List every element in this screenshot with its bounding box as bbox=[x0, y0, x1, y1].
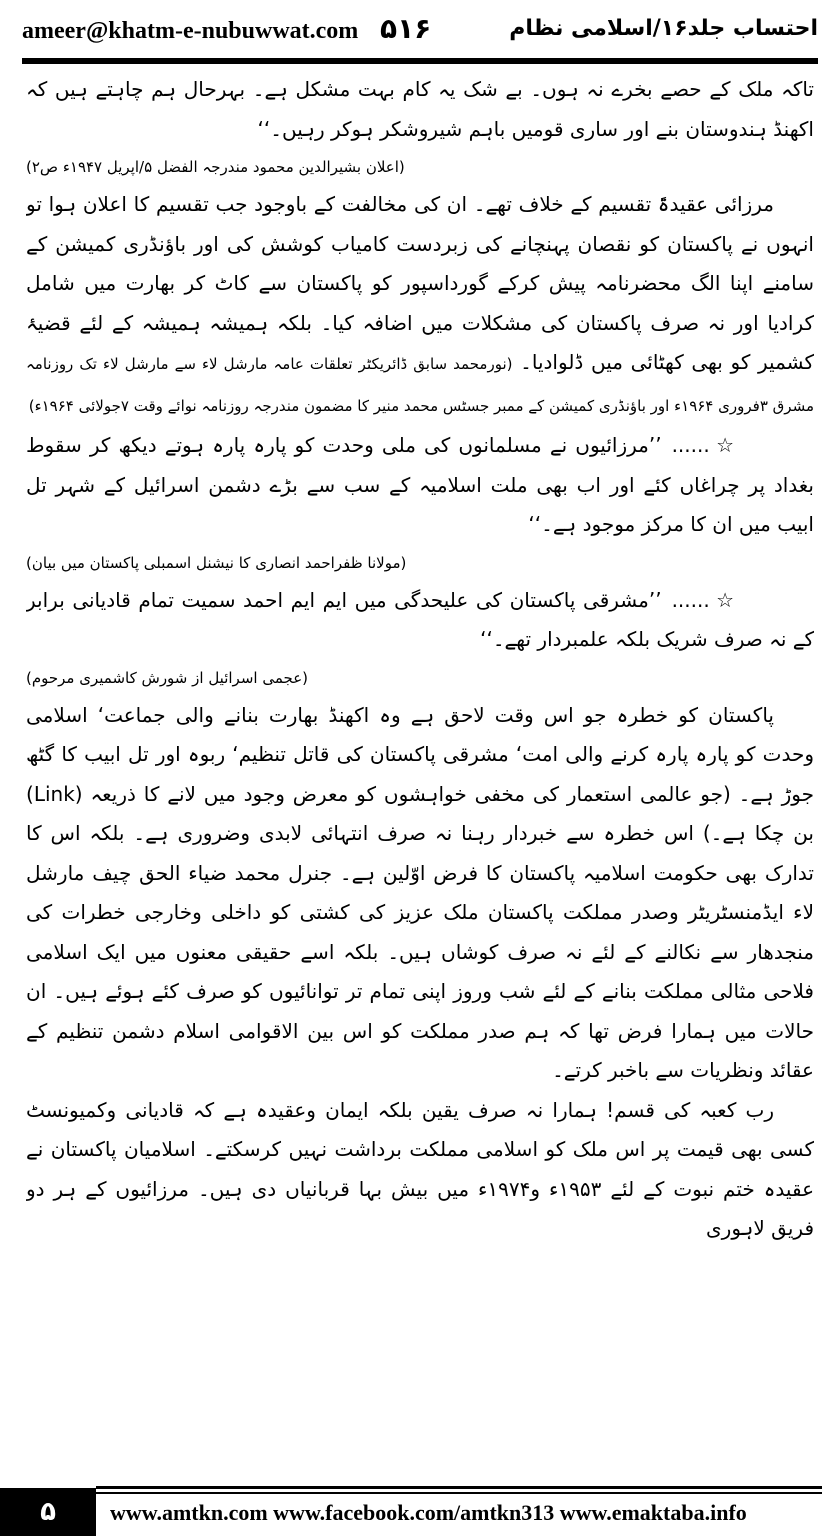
quote-1-text: ’’مرزائیوں نے مسلمانوں کی ملی وحدت کو پارہ پارہ ہوتے دیکھ کر سقوط بغداد پر چراغاں کئے اور اب بھی ملت اسلامیہ کے سب سے بڑے دشمن اسرائیل کے شہر تل ابیب میں ان کا مرکز موجود ہے۔‘‘ bbox=[26, 433, 814, 536]
quote-1 bbox=[26, 426, 814, 545]
header-email: ameer@khatm-e-nubuwwat.com bbox=[22, 18, 359, 44]
footer-rule-thin bbox=[96, 1492, 822, 1494]
footer-page-number: ۵ bbox=[0, 1488, 96, 1536]
paragraph-1: تاکہ ملک کے حصے بخرے نہ ہوں۔ بے شک یہ کام بہت مشکل ہے۔ بہرحال ہم چاہتے ہیں کہ اکھنڈ ہندوستان بنے اور ساری قومیں باہم شیروشکر ہوکر رہیں۔‘‘ bbox=[26, 77, 814, 141]
footer-links: www.amtkn.com www.facebook.com/amtkn313 www.emaktaba.info bbox=[110, 1500, 747, 1525]
page-header bbox=[0, 0, 840, 62]
paragraph-3: پاکستان کو خطرہ جو اس وقت لاحق ہے وہ اکھنڈ بھارت بنانے والی جماعت‘ اسلامی وحدت کو پارہ پارہ کرنے والی امت‘ مشرقی پاکستان کی قاتل تنظیم‘ ربوہ اور تل ابیب کا گٹھ جوڑ ہے۔ (جو عالمی استعمار کی مخفی خواہشوں کو معرض وجود میں لانے کا ذریعہ (Link) بن چکا ہے۔) اس خطرہ سے خبردار رہنا نہ صرف انتہائی لابدی وضروری ہے۔ بلکہ اس کا تدارک بھی حکومت اسلامیہ پاکستان کا فرض اوّلین ہے۔ جنرل محمد ضیاء الحق چیف مارشل لاء ایڈمنسٹریٹر وصدر مملکت پاکستان ملک عزیز کی کشتی کو داخلی وخارجی خطرات کی منجدھار سے نکالنے کے لئے نہ صرف کوشاں ہیں۔ بلکہ اسے حقیقی معنوں میں ایک اسلامی فلاحی مثالی مملکت بنانے کے لئے شب وروز اپنی تمام تر توانائیوں کو صرف کئے ہوئے ہیں۔ ان حالات میں ہمارا فرض تھا کہ ہم صدر مملکت کو اس بین الاقوامی اسلام دشمن تنظیم کے عقائد ونظریات سے باخبر کرتے۔ bbox=[26, 702, 814, 1082]
page-body bbox=[26, 70, 814, 1456]
header-page-number: ۵۱۶ bbox=[380, 12, 432, 45]
quote-2 bbox=[26, 581, 814, 660]
quote-2-reference: (عجمی اسرائیل از شورش کاشمیری مرحوم) bbox=[26, 668, 308, 687]
quote-1-reference: (مولانا ظفراحمد انصاری کا نیشنل اسمبلی پاکستان میں بیان) bbox=[26, 553, 407, 572]
paragraph-2-text: مرزائی عقیدۃً تقسیم کے خلاف تھے۔ ان کی مخالفت کے باوجود جب تقسیم کا اعلان ہوا تو انہوں نے پاکستان کو نقصان پہنچانے کی زبردست کامیاب کوشش کی اور باؤنڈری کمیشن کے سامنے اپنا الگ محضرنامہ پیش کرکے گورداسپور کو پاکستان سے کاٹ کر بھارت میں شامل کرادیا اور نہ صرف پاکستان کی مشکلات میں اضافہ کیا۔ بلکہ ہمیشہ ہمیشہ کے لئے قضیۂ کشمیر کو بھی کھٹائی میں ڈلوادیا۔ bbox=[26, 192, 814, 374]
quote-2-text: ’’مشرقی پاکستان کی علیحدگی میں ایم ایم احمد سمیت تمام قادیانی برابر کے نہ صرف شریک بلکہ علمبردار تھے۔‘‘ bbox=[26, 587, 814, 651]
star-icon: ☆ ...... bbox=[671, 587, 734, 612]
header-rule bbox=[22, 58, 818, 64]
header-book-title: احتساب جلد۱۶/اسلامی نظام bbox=[509, 16, 818, 41]
paragraph-4: رب کعبہ کی قسم! ہمارا نہ صرف یقین بلکہ ایمان وعقیدہ ہے کہ قادیانی وکمیونسٹ کسی بھی قیمت پر اس ملک کو اسلامی مملکت برداشت نہیں کرسکتے۔ اسلامیان پاکستان نے عقیدہ ختم نبوت کے لئے ۱۹۵۳ء و۱۹۷۴ء میں بیش بہا قربانیاں دی ہیں۔ مرزائیوں کے ہر دو فریق لاہوری bbox=[26, 1097, 814, 1240]
paragraph-2 bbox=[26, 185, 814, 426]
reference-1: (اعلان بشیرالدین محمود مندرجہ الفضل ۵/اپریل ۱۹۴۷ء ص۲) bbox=[26, 158, 405, 176]
footer-rule bbox=[96, 1486, 822, 1489]
page-footer bbox=[0, 1480, 840, 1540]
paragraph-2-reference: (نورمحمد سابق ڈائریکٹر تعلقات عامہ مارشل لاء سے مارشل لاء تک روزنامہ مشرق ۳فروری ۱۹۶۴ء اور باؤنڈری کمیشن کے ممبر جسٹس محمد منیر کا مضمون مندرجہ روزنامہ نوائے وقت ۷جولائی ۱۹۶۴ء) bbox=[26, 355, 814, 415]
star-icon: ☆ ...... bbox=[671, 433, 734, 457]
